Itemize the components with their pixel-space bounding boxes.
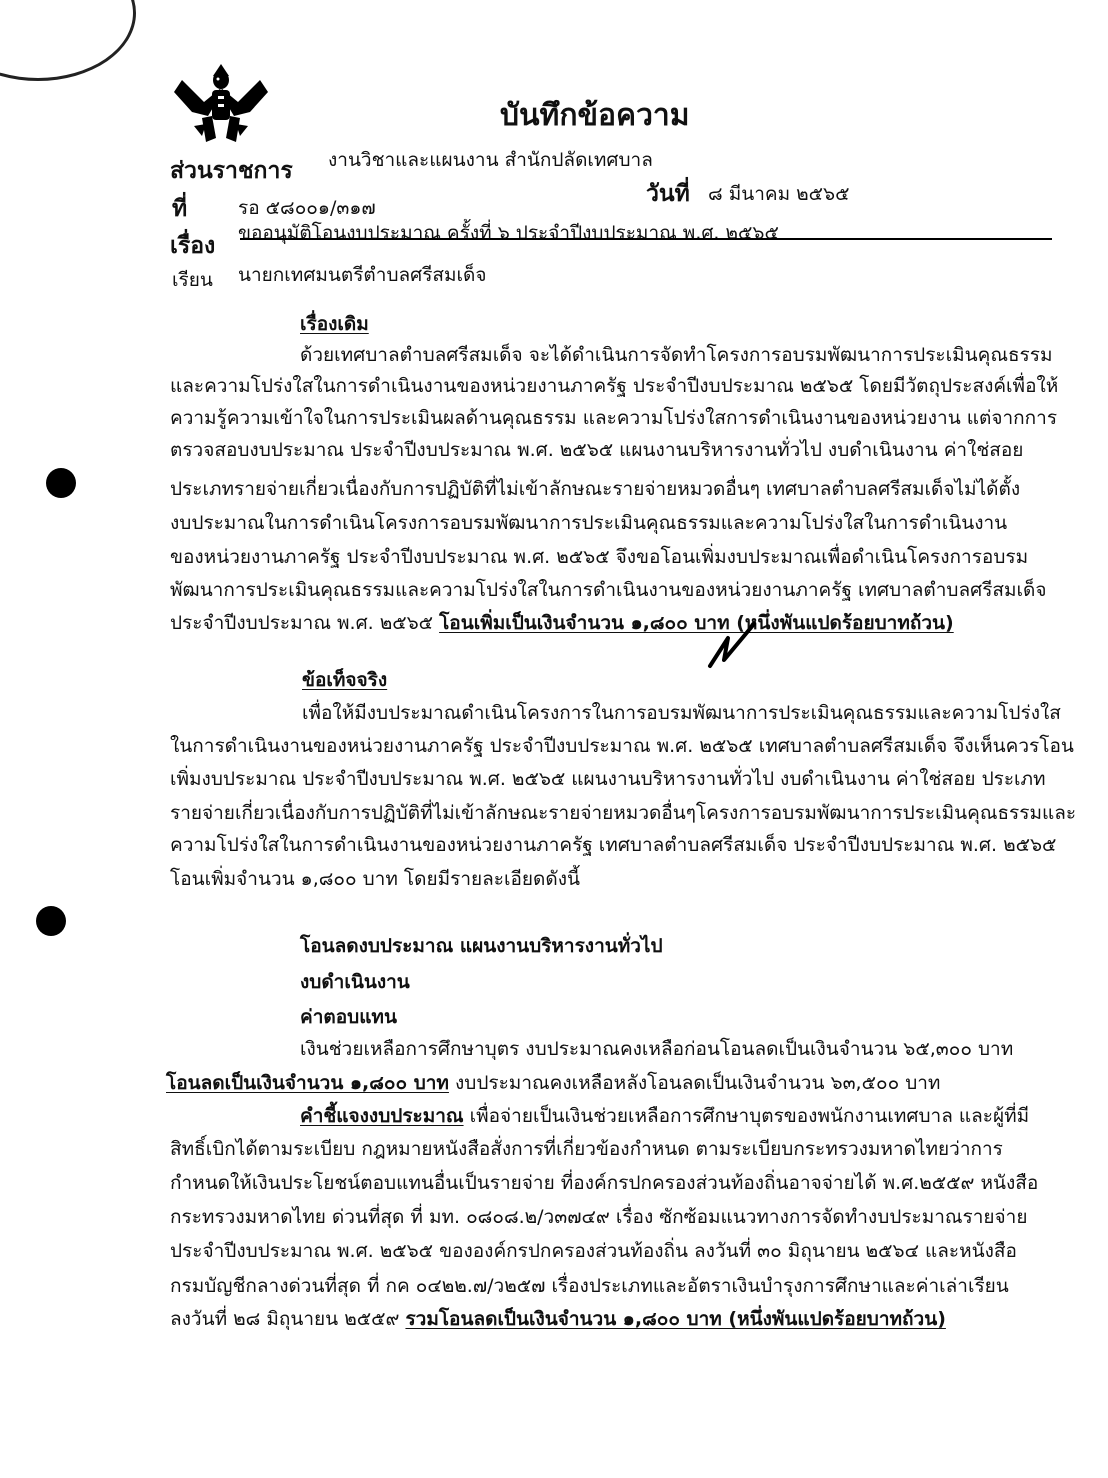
facts-line: ในการดำเนินงานของหน่วยงานภาครัฐ ประจำปีงบประมาณ พ.ศ. ๒๕๖๕ เทศบาลตำบลศรีสมเด็จ จึงเห็นควรโอน [170, 735, 1074, 757]
date-value: ๘ มีนาคม ๒๕๖๕ [708, 183, 850, 205]
background-line: ด้วยเทศบาลตำบลศรีสมเด็จ จะได้ดำเนินการจัดทำโครงการอบรมพัฒนาการประเมินคุณธรรม [300, 344, 1053, 366]
explain-line: กรมบัญชีกลางด่วนที่สุด ที่ กค ๐๔๒๒.๗/ว๒๕๗ เรื่องประเภทและอัตราเงินบำรุงการศึกษาและค่าเล่าเรียน [170, 1275, 1009, 1297]
transfer-item-line: เงินช่วยเหลือการศึกษาบุตร งบประมาณคงเหลือก่อนโอนลดเป็นเงินจำนวน ๖๕,๓๐๐ บาท [300, 1038, 1014, 1060]
punch-hole [36, 906, 66, 936]
explain-first-text: เพื่อจ่ายเป็นเงินช่วยเหลือการศึกษาบุตรของพนักงานเทศบาล และผู้ที่มี [463, 1105, 1030, 1127]
transfer-plan: โอนลดงบประมาณ แผนงานบริหารงานทั่วไป [300, 935, 663, 957]
explain-line: สิทธิ์เบิกได้ตามระเบียบ กฎหมายหนังสือสั่งการที่เกี่ยวข้องกำหนด ตามระเบียบกระทรวงมหาดไทยว่าการ [170, 1138, 1003, 1160]
background-transfer-amount: โอนเพิ่มเป็นเงินจำนวน ๑,๘๐๐ บาท (หนึ่งพันแปดร้อยบาทถ้วน) [439, 612, 954, 634]
background-final-prefix: ประจำปีงบประมาณ พ.ศ. ๒๕๖๕ [170, 612, 440, 634]
punch-hole [46, 468, 76, 498]
header-divider [240, 238, 1052, 240]
to-value: นายกเทศมนตรีตำบลศรีสมเด็จ [238, 264, 487, 286]
facts-heading: ข้อเท็จจริง [302, 669, 388, 691]
explain-heading: คำชี้แจงงบประมาณ [300, 1105, 464, 1127]
total-reduce-amount: รวมโอนลดเป็นเงินจำนวน ๑,๘๐๐ บาท (หนึ่งพันแปดร้อยบาทถ้วน) [405, 1308, 946, 1330]
explain-final-line [170, 1310, 946, 1329]
to-label: เรียน [172, 269, 213, 291]
facts-line: ความโปร่งใสในการดำเนินงานของหน่วยงานภาครัฐ เทศบาลตำบลศรีสมเด็จ ประจำปีงบประมาณ พ.ศ. ๒๕๖๕ [170, 834, 1057, 856]
official-stamp [0, 0, 136, 81]
garuda-emblem-icon [172, 62, 270, 144]
background-line: ประเภทรายจ่ายเกี่ยวเนื่องกับการปฏิบัติที่ไม่เข้าลักษณะรายจ่ายหมวดอื่นๆ เทศบาลตำบลศรีสมเด็จไม่ได้ตั้ง [170, 478, 1021, 500]
ref-label: ที่ [172, 196, 188, 222]
explain-line: กำหนดให้เงินประโยชน์ตอบแทนอื่นเป็นรายจ่าย ที่องค์กรปกครองส่วนท้องถิ่นอาจจ่ายได้ พ.ศ.๒๕๕๙ หนังสือ [170, 1172, 1039, 1194]
background-line: พัฒนาการประเมินคุณธรรมและความโปร่งใสในการดำเนินงานของหน่วยงานภาครัฐ เทศบาลตำบลศรีสมเด็จ [170, 579, 1047, 601]
agency-label: ส่วนราชการ [170, 158, 293, 184]
transfer-budget: งบดำเนินงาน [300, 971, 410, 993]
background-line: ความรู้ความเข้าใจในการประเมินผลด้านคุณธรรม และความโปร่งใสการดำเนินงานของหน่วยงาน แต่จากการ [170, 407, 1058, 429]
explain-first-line [300, 1107, 1029, 1126]
transfer-reduce-amount: โอนลดเป็นเงินจำนวน ๑,๘๐๐ บาท [166, 1072, 449, 1094]
explain-final-prefix: ลงวันที่ ๒๘ มิถุนายน ๒๕๕๙ [170, 1308, 406, 1330]
explain-line: กระทรวงมหาดไทย ด่วนที่สุด ที่ มท. ๐๘๐๘.๒/ว๓๗๔๙ เรื่อง ซักซ้อมแนวทางการจัดทำงบประมาณรายจ่าย [170, 1206, 1028, 1228]
subject-value: ขออนุมัติโอนงบประมาณ ครั้งที่ ๖ ประจำปีงบประมาณ พ.ศ. ๒๕๖๕ [238, 222, 779, 244]
facts-line: โอนเพิ่มจำนวน ๑,๘๐๐ บาท โดยมีรายละเอียดดังนี้ [170, 868, 580, 890]
facts-line: เพื่อให้มีงบประมาณดำเนินโครงการในการอบรมพัฒนาการประเมินคุณธรรมและความโปร่งใส [302, 702, 1061, 724]
background-line: ของหน่วยงานภาครัฐ ประจำปีงบประมาณ พ.ศ. ๒๕๖๕ จึงขอโอนเพิ่มงบประมาณเพื่อดำเนินโครงการอบรม [170, 546, 1029, 568]
background-line: ตรวจสอบงบประมาณ ประจำปีงบประมาณ พ.ศ. ๒๕๖๕ แผนงานบริหารงานทั่วไป งบดำเนินงาน ค่าใช่สอย [170, 439, 1024, 461]
transfer-reduce-line [166, 1074, 940, 1093]
ref-value: รอ ๕๘๐๐๑/๓๑๗ [238, 197, 376, 219]
explain-line: ประจำปีงบประมาณ พ.ศ. ๒๕๖๕ ขององค์กรปกครองส่วนท้องถิ่น ลงวันที่ ๓๐ มิถุนายน ๒๕๖๔ และหนังสือ [170, 1240, 1017, 1262]
background-line: และความโปร่งใสในการดำเนินงานของหน่วยงานภาครัฐ ประจำปีงบประมาณ ๒๕๖๕ โดยมีวัตถุประสงค์เพื่อให้ [170, 375, 1059, 397]
date-label: วันที่ [646, 181, 690, 207]
memo-title: บันทึกข้อความ [500, 98, 690, 133]
transfer-category: ค่าตอบแทน [300, 1006, 397, 1028]
agency-value: งานวิชาและแผนงาน สำนักปลัดเทศบาล [328, 149, 653, 171]
transfer-reduce-rest: งบประมาณคงเหลือหลังโอนลดเป็นเงินจำนวน ๖๓,๕๐๐ บาท [448, 1072, 941, 1094]
facts-line: เพิ่มงบประมาณ ประจำปีงบประมาณ พ.ศ. ๒๕๖๕ แผนงานบริหารงานทั่วไป งบดำเนินงาน ค่าใช่สอย ประเภท [170, 768, 1046, 790]
background-heading: เรื่องเดิม [300, 313, 369, 335]
facts-line: รายจ่ายเกี่ยวเนื่องกับการปฏิบัติที่ไม่เข้าลักษณะรายจ่ายหมวดอื่นๆโครงการอบรมพัฒนาการประเมินคุณธรรมและ [170, 802, 1077, 824]
subject-label: เรื่อง [170, 233, 216, 259]
signature-mark [706, 620, 760, 670]
background-line: งบประมาณในการดำเนินโครงการอบรมพัฒนาการประเมินคุณธรรมและความโปร่งใสในการดำเนินงาน [170, 512, 1008, 534]
background-final-line [170, 614, 954, 633]
